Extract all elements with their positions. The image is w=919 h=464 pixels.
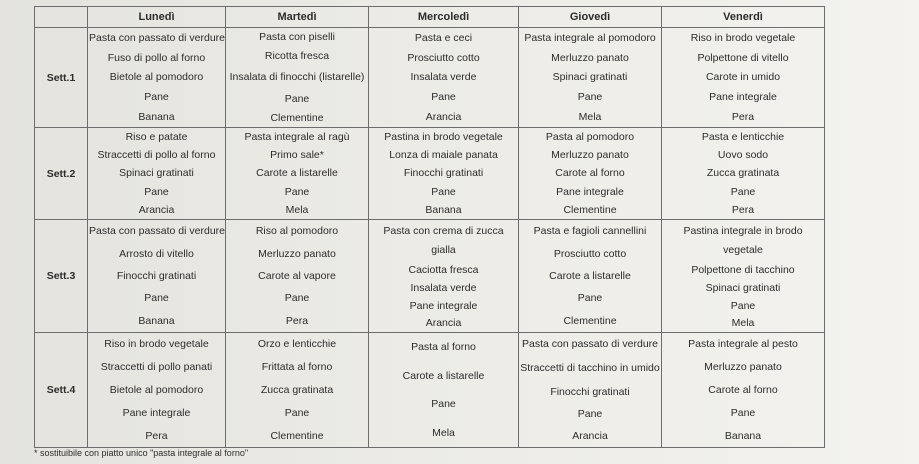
weekly-menu-table xyxy=(34,6,825,448)
menu-item: Pasta al pomodoro xyxy=(545,131,635,144)
menu-item: Uovo sodo xyxy=(717,149,769,162)
menu-item: Pane xyxy=(284,185,310,198)
menu-item: Insalata di finocchi (listarelle) xyxy=(229,70,365,83)
week-row xyxy=(35,333,825,448)
menu-item: Lonza di maiale panata xyxy=(389,149,498,162)
footnote: * sostituibile con piatto unico "pasta integrale al forno" xyxy=(34,448,249,458)
menu-item: Riso al pomodoro xyxy=(255,225,339,238)
menu-item: Pane xyxy=(284,92,310,105)
week-row xyxy=(35,128,825,220)
menu-item: Pane xyxy=(577,408,603,421)
corner-cell xyxy=(35,7,88,28)
menu-item: Insalata verde xyxy=(410,281,477,294)
menu-item: Merluzzo panato xyxy=(258,247,336,260)
menu-item: Spinaci gratinati xyxy=(705,281,781,294)
menu-cell xyxy=(226,128,369,220)
menu-item: Clementine xyxy=(563,203,617,216)
menu-item: Arancia xyxy=(425,111,462,124)
menu-item: Carote al vapore xyxy=(258,269,336,282)
menu-item: Pane xyxy=(431,185,456,198)
menu-item: Pane xyxy=(730,185,756,198)
menu-item: Spinaci gratinati xyxy=(552,71,628,84)
menu-item: Pasta con passato di verdure xyxy=(89,225,225,238)
menu-item: Pane xyxy=(144,91,169,104)
menu-item: Pasta con piselli xyxy=(259,31,335,44)
week-row xyxy=(35,220,825,333)
menu-item: Carote a listarelle xyxy=(402,369,485,382)
menu-cell xyxy=(662,28,825,128)
menu-item: Pane xyxy=(730,299,756,312)
menu-item: Zucca gratinata xyxy=(260,383,334,396)
menu-item: Ricotta fresca xyxy=(264,50,330,63)
day-header: Venerdì xyxy=(662,7,825,28)
menu-item: Straccetti di tacchino in umido xyxy=(520,361,660,374)
menu-item: Banana xyxy=(724,429,762,442)
menu-cell xyxy=(88,128,226,220)
menu-cell xyxy=(519,28,662,128)
menu-item: Arancia xyxy=(425,317,462,330)
menu-item: Pera xyxy=(285,314,309,327)
menu-cell xyxy=(662,333,825,448)
menu-item: Riso in brodo vegetale xyxy=(690,31,796,44)
menu-item: Insalata verde xyxy=(410,71,477,84)
menu-item: Arancia xyxy=(138,203,175,216)
menu-cell xyxy=(369,333,519,448)
menu-cell xyxy=(519,333,662,448)
menu-cell xyxy=(369,128,519,220)
menu-item: Pane integrale xyxy=(556,185,624,198)
menu-item: Pasta con passato di verdure xyxy=(89,31,225,44)
menu-item: Pasta e fagioli cannellini xyxy=(533,225,647,238)
menu-item: Polpettone di vitello xyxy=(697,51,789,64)
menu-item: Pane xyxy=(431,91,456,104)
menu-item: Pane integrale xyxy=(709,91,777,104)
menu-item: Pane integrale xyxy=(122,406,191,419)
menu-item: Pasta e ceci xyxy=(414,31,473,44)
menu-item: Merluzzo panato xyxy=(704,361,782,374)
menu-item: Mela xyxy=(731,317,755,330)
menu-item: Carote a listarelle xyxy=(256,167,338,180)
menu-item: Pane xyxy=(577,292,603,305)
menu-item: Arrosto di vitello xyxy=(119,247,194,260)
menu-item: Mela xyxy=(285,203,309,216)
menu-item: Pane xyxy=(431,398,456,411)
menu-item: Carote in umido xyxy=(705,71,781,84)
menu-cell xyxy=(662,220,825,333)
menu-item: Frittata al forno xyxy=(261,361,333,374)
menu-cell xyxy=(662,128,825,220)
menu-item: Arancia xyxy=(572,430,608,443)
menu-item: Bietole al pomodoro xyxy=(109,71,204,84)
menu-item: Pasta integrale al pomodoro xyxy=(524,31,656,44)
menu-item: Pane xyxy=(144,292,169,305)
menu-item: Finocchi gratinati xyxy=(550,386,630,399)
menu-cell xyxy=(88,333,226,448)
day-header: Giovedì xyxy=(519,7,662,28)
menu-item: Pera xyxy=(731,203,755,216)
menu-item: Caciotta fresca xyxy=(408,264,479,277)
menu-item: Finocchi gratinati xyxy=(403,167,484,180)
menu-item: Banana xyxy=(138,314,175,327)
menu-item: Pane xyxy=(284,406,310,419)
menu-item: Pane xyxy=(730,406,756,419)
menu-item: Pane integrale xyxy=(409,299,478,312)
menu-item: Carote a listarelle xyxy=(549,269,631,282)
menu-item: Pastina integrale in brodo vegetale xyxy=(683,224,803,256)
menu-item: Pera xyxy=(731,111,755,124)
menu-cell xyxy=(226,333,369,448)
menu-item: Pasta con passato di verdure xyxy=(522,337,658,350)
menu-item: Merluzzo panato xyxy=(551,51,629,64)
menu-cell xyxy=(88,28,226,128)
day-header: Mercoledì xyxy=(369,7,519,28)
menu-item: Pastina in brodo vegetale xyxy=(384,131,503,144)
menu-item: Clementine xyxy=(270,111,324,124)
menu-item: Prosciutto cotto xyxy=(553,247,627,260)
menu-item: Pasta con crema di zucca gialla xyxy=(383,224,504,256)
week-row xyxy=(35,28,825,128)
menu-item: Pane xyxy=(577,91,603,104)
menu-item: Zucca gratinata xyxy=(706,167,780,180)
menu-item: Carote al forno xyxy=(555,167,625,180)
menu-item: Polpettone di tacchino xyxy=(691,264,795,277)
menu-cell xyxy=(369,28,519,128)
menu-item: Pasta al forno xyxy=(411,341,476,354)
menu-item: Pane xyxy=(144,185,169,198)
week-label: Sett.2 xyxy=(35,128,88,220)
menu-item: Pane xyxy=(284,292,310,305)
menu-cell xyxy=(519,220,662,333)
week-label: Sett.4 xyxy=(35,333,88,448)
menu-item: Pasta e lenticchie xyxy=(701,131,785,144)
menu-cell xyxy=(88,220,226,333)
menu-item: Riso e patate xyxy=(125,131,188,144)
menu-item: Pasta integrale al pesto xyxy=(688,338,798,351)
menu-item: Banana xyxy=(138,111,175,124)
menu-cell xyxy=(369,220,519,333)
menu-item: Finocchi gratinati xyxy=(116,269,197,282)
menu-item: Riso in brodo vegetale xyxy=(104,338,209,351)
menu-item: Straccetti di pollo panati xyxy=(100,361,213,374)
menu-item: Straccetti di pollo al forno xyxy=(97,149,216,162)
menu-item: Banana xyxy=(425,203,462,216)
menu-item: Spinaci gratinati xyxy=(119,167,194,180)
day-header: Lunedì xyxy=(88,7,226,28)
menu-item: Orzo e lenticchie xyxy=(257,338,337,351)
menu-cell xyxy=(226,28,369,128)
day-header-row xyxy=(35,7,825,28)
menu-item: Primo sale* xyxy=(270,149,324,162)
menu-cell xyxy=(226,220,369,333)
week-label: Sett.3 xyxy=(35,220,88,333)
menu-cell xyxy=(519,128,662,220)
menu-item: Clementine xyxy=(563,314,617,327)
menu-item: Pasta integrale al ragù xyxy=(244,131,350,144)
menu-item: Mela xyxy=(578,111,602,124)
menu-item: Bietole al pomodoro xyxy=(109,383,204,396)
menu-item: Carote al forno xyxy=(708,383,778,396)
day-header: Martedì xyxy=(226,7,369,28)
menu-item: Pera xyxy=(145,429,168,442)
menu-item: Mela xyxy=(432,426,455,439)
menu-item: Merluzzo panato xyxy=(551,149,629,162)
menu-item: Clementine xyxy=(270,429,324,442)
menu-item: Prosciutto cotto xyxy=(407,51,480,64)
menu-item: Fuso di pollo al forno xyxy=(107,51,206,64)
week-label: Sett.1 xyxy=(35,28,88,128)
